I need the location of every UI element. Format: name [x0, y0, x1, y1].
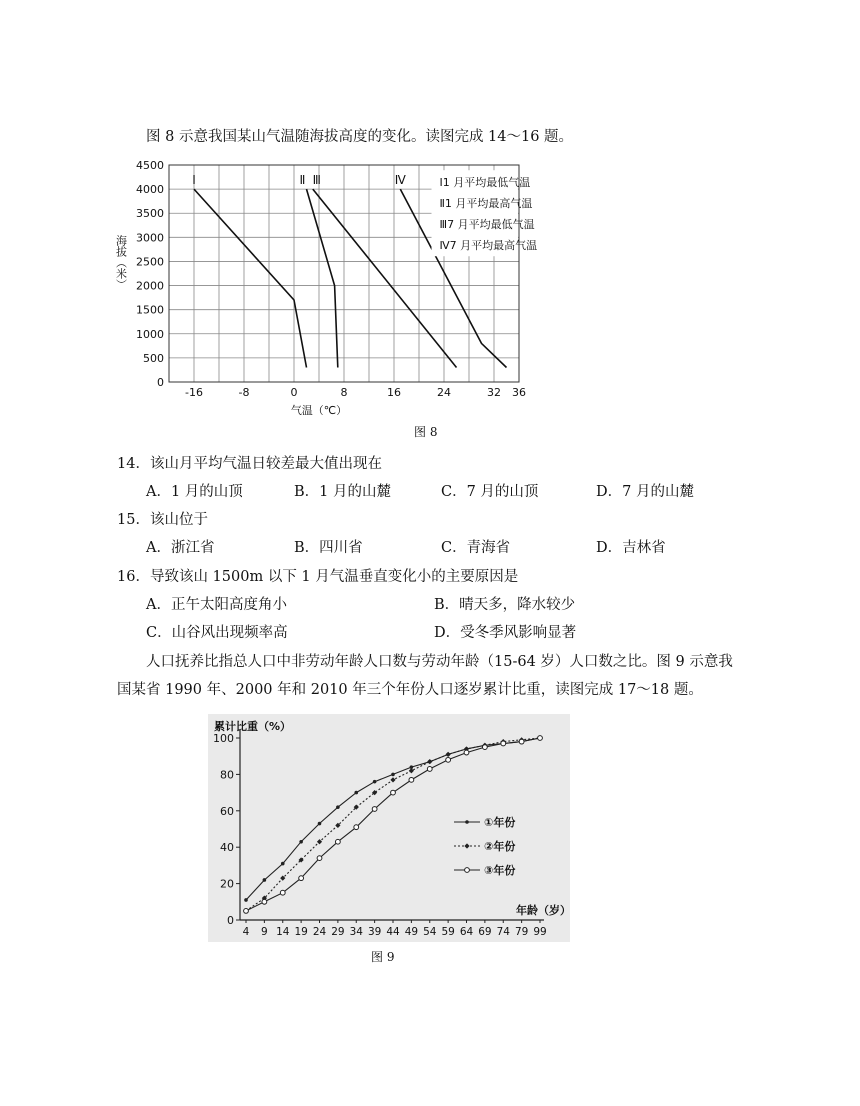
series-1-point [318, 822, 322, 826]
question-14-option-b: B．1 月的山麓 [294, 484, 391, 500]
x-axis-label: 年龄（岁） [516, 904, 570, 917]
intro-fig9-line-2: 国某省 1990 年、2000 年和 2010 年三个年份人口逐岁累计比重，读图完成 17～18 题。 [117, 682, 703, 698]
x-tick-label: 0 [290, 386, 298, 399]
x-tick-label: 69 [478, 926, 492, 938]
x-tick-label: 24 [312, 926, 327, 938]
x-tick-label: 99 [533, 926, 547, 938]
series-3-point [409, 777, 414, 782]
series-3-point [391, 790, 396, 795]
y-tick-label: 60 [220, 804, 234, 818]
legend-marker-3 [465, 868, 470, 873]
series-3-point [501, 741, 506, 746]
x-tick-label: 32 [487, 386, 501, 399]
series-3-point [244, 909, 249, 914]
x-tick-label: 24 [437, 386, 451, 399]
question-15-option-d: D．吉林省 [596, 540, 666, 556]
question-14-stem: 14．该山月平均气温日较差最大值出现在 [117, 456, 382, 472]
x-tick-label: 16 [387, 386, 401, 399]
x-tick-label: -16 [185, 386, 203, 399]
x-tick-label: 29 [331, 926, 345, 938]
series-line-1 [194, 189, 307, 367]
y-tick-label: 4500 [136, 159, 164, 172]
x-tick-label: 59 [441, 926, 455, 938]
x-tick-label: 44 [386, 926, 400, 938]
series-1-point [263, 878, 267, 882]
series-label-2: Ⅱ [299, 173, 306, 188]
question-16-stem: 16．导致该山 1500m 以下 1 月气温垂直变化小的主要原因是 [117, 569, 519, 585]
question-15-option-a: A．浙江省 [146, 540, 215, 556]
series-label-3: Ⅲ [312, 173, 321, 188]
question-16-option-c: C．山谷风出现频率高 [146, 625, 288, 641]
x-tick-label: 19 [294, 926, 308, 938]
figure-9-caption: 图 9 [371, 950, 395, 964]
series-label-1: Ⅰ [192, 173, 196, 188]
series-1-point [281, 862, 285, 866]
question-16-option-a: A．正午太阳高度角小 [146, 597, 287, 613]
y-tick-label: 3500 [136, 207, 164, 221]
legend-label-3: ③年份 [484, 864, 516, 877]
y-tick-label: 3000 [136, 231, 164, 245]
series-2-point [446, 752, 451, 757]
altitude-temperature-chart [100, 155, 540, 415]
series-1-point [299, 840, 303, 844]
series-1-point [244, 898, 248, 902]
series-2-point [427, 759, 432, 764]
intro-fig8: 图 8 示意我国某山气温随海拔高度的变化。读图完成 14～16 题。 [146, 129, 574, 145]
y-tick-label: 40 [220, 841, 234, 855]
y-tick-label: 20 [220, 877, 234, 891]
series-3-point [482, 745, 487, 750]
x-tick-label: 64 [459, 926, 474, 938]
legend-label-2: ②年份 [484, 840, 516, 853]
y-tick-label: 80 [220, 768, 234, 782]
x-tick-label: 8 [340, 386, 348, 399]
series-line-2 [307, 189, 338, 367]
series-3-point [354, 825, 359, 830]
x-tick-label: 74 [496, 926, 510, 938]
x-tick-label: 14 [276, 926, 290, 938]
legend-marker-2 [464, 843, 469, 848]
series-3-point [538, 736, 543, 741]
legend-entry-4: Ⅳ7 月平均最高气温 [439, 239, 538, 253]
y-tick-label: 2500 [136, 255, 164, 269]
series-2-point [317, 839, 322, 844]
y-tick-label: 0 [227, 914, 234, 927]
x-tick-label: 39 [367, 926, 382, 938]
y-axis-label: 累计比重（%） [214, 720, 292, 733]
series-1-point [391, 773, 395, 777]
question-16-option-b: B．晴天多，降水较少 [434, 597, 576, 613]
series-label-4: Ⅳ [394, 173, 406, 188]
x-tick-label: 36 [512, 386, 526, 399]
y-tick-label: 1500 [136, 303, 164, 317]
x-tick-label: 9 [261, 926, 268, 938]
series-3-point [464, 750, 469, 755]
legend-marker-1 [465, 820, 469, 824]
y-tick-label: 4000 [136, 183, 164, 197]
y-tick-label: 1000 [136, 327, 164, 341]
x-tick-label: 79 [514, 926, 529, 938]
series-3-point [335, 839, 340, 844]
figure-8-caption: 图 8 [414, 425, 438, 439]
series-1-point [373, 780, 377, 784]
series-2-point [390, 777, 395, 782]
series-3-point [262, 899, 267, 904]
series-3-point [317, 856, 322, 861]
cumulative-population-chart-frame [208, 714, 570, 942]
y-tick-label: 100 [213, 732, 234, 745]
y-axis-label: 海拔（米） [114, 235, 128, 290]
legend-entry-1: Ⅰ1 月平均最低气温 [439, 176, 531, 190]
series-3-point [427, 767, 432, 772]
series-3-point [299, 876, 304, 881]
x-axis-label: 气温（℃） [290, 404, 348, 415]
y-tick-label: 2000 [136, 279, 164, 293]
series-3-point [372, 807, 377, 812]
question-14-option-d: D．7 月的山麓 [596, 484, 694, 500]
series-2-point [409, 768, 414, 773]
y-tick-label: 500 [143, 351, 164, 365]
legend-label-1: ①年份 [484, 816, 516, 829]
x-tick-label: -8 [238, 386, 250, 399]
x-tick-label: 34 [349, 926, 363, 938]
series-3-point [446, 757, 451, 762]
legend-entry-2: Ⅱ1 月平均最高气温 [439, 197, 533, 211]
cumulative-population-chart [208, 714, 570, 942]
series-1-point [354, 791, 358, 795]
question-14-option-c: C．7 月的山顶 [441, 484, 539, 500]
series-3-point [280, 890, 285, 895]
series-3-point [519, 739, 524, 744]
legend-entry-3: Ⅲ7 月平均最低气温 [439, 218, 535, 232]
x-tick-label: 49 [404, 926, 419, 938]
question-15-option-c: C．青海省 [441, 540, 511, 556]
question-15-option-b: B．四川省 [294, 540, 363, 556]
question-16-option-d: D．受冬季风影响显著 [434, 625, 577, 641]
x-tick-label: 4 [242, 926, 250, 938]
intro-fig9-line-1: 人口抚养比指总人口中非劳动年龄人口数与劳动年龄（15-64 岁）人口数之比。图 9 示意我 [146, 654, 733, 670]
question-14-option-a: A．1 月的山顶 [146, 484, 243, 500]
x-tick-label: 54 [423, 926, 437, 938]
y-tick-label: 0 [157, 376, 164, 389]
question-15-stem: 15．该山位于 [117, 512, 208, 528]
series-1-point [336, 805, 340, 809]
